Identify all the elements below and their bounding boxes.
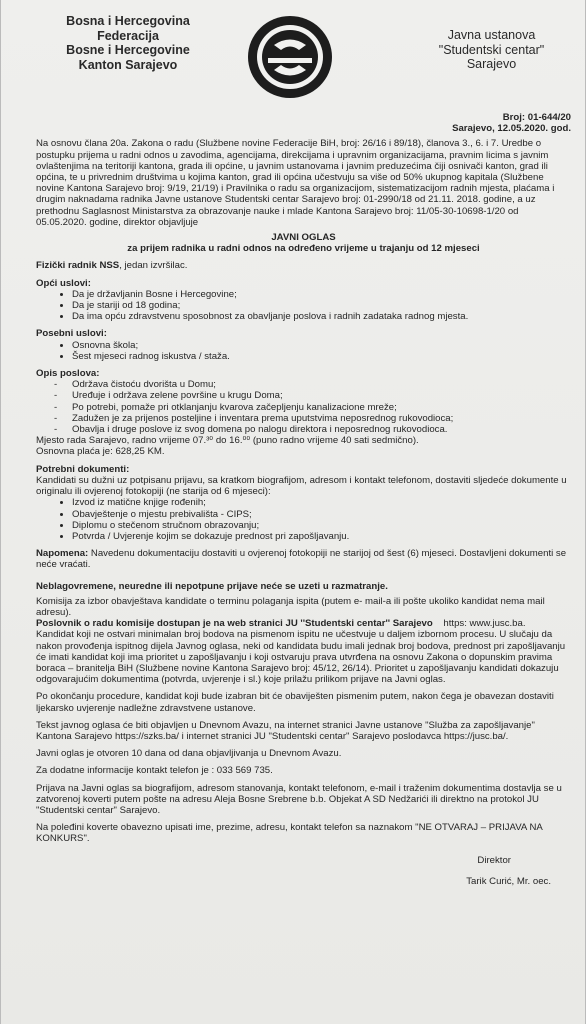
list-item: • Obavještenje o mjestu prebivališta - CIPS; [72,509,571,520]
documents-list [36,497,571,542]
list-item: • Potvrda / Uvjerenje kojim se dokazuje prednost pri zapošljavanju. [72,531,571,542]
duties-list [36,379,571,435]
info-paragraph: Za dodatne informacije kontakt telefon je : 033 569 735. [36,765,273,777]
signature-name: Tarik Curić, Mr. oec. [466,875,551,887]
list-item: - Po potrebi, pomaže pri otklanjanju kvarova začepljenju kanalizacione mreže; [72,402,571,413]
publish-paragraph: Tekst javnog oglasa će biti objavljen u Dnevnom Avazu, na internet stranici Javne ustanove "Služba za zapošljavanje" Kantona Sarajevo https://szks.ba/ i internet stranici JU "Studentski centar" Sarajevo poslodavca https://jusc.ba/. [36,719,535,742]
late-applications-notice: Neblagovremene, neuredne ili nepotpune prijave neće se uzeti u razmatranje. [36,580,388,592]
header-left-line-1: Bosna i Hercegovina [66,14,190,28]
position-line [36,260,571,271]
note-label: Napomena: [36,548,89,560]
rulebook-text: Poslovnik o radu komisije dostupan je na web stranici JU ''Studentski centar'' Sarajevo [36,618,433,630]
position-name: Fizički radnik NSS [36,260,120,272]
general-conditions-heading: Opći uslovi: [36,277,91,289]
note-text: Navedenu dokumentaciju dostaviti u ovjerenoj fotokopiji ne starijoj od šest (6) mjeseci. Dostavljeni dokumenti se neće vraćati. [36,548,567,571]
rulebook-link[interactable]: https: www.jusc.ba. [443,618,526,630]
general-conditions-list [36,289,571,323]
special-conditions-heading: Posebni uslovi: [36,328,107,340]
envelope-paragraph: Na poleđini koverte obavezno upisati ime, prezime, adresu, kontakt telefon sa naznakom "NE OTVARAJ – PRIJAVA NA KONKURS". [36,822,543,845]
list-item: - Uređuje i održava zelene površine u krugu Doma; [72,390,571,401]
list-item: - Zadužen je za prijenos posteljine i inventara prema uputstvima neposrednog rukovodioca; [72,413,571,424]
header-right [409,28,574,72]
salary-line: Osnovna plaća je: 628,25 KM. [36,446,165,458]
list-item: • Diplomu o stečenom stručnom obrazovanju; [72,520,571,531]
workplace-line: Mjesto rada Sarajevo, radno vrijeme 07.³⁰ do 16.⁰⁰ (puno radno vrijeme 40 sati sedmično). [36,435,419,447]
list-item: • Šest mjeseci radnog iskustva / staža. [72,351,571,362]
duties-heading: Opis poslova: [36,368,100,380]
header-left-line-2: Federacija [97,28,159,43]
list-item: - Održava čistoću dvorišta u Domu; [72,379,571,390]
rulebook-line [36,618,571,629]
header-right-line-3: Sarajevo [466,57,517,71]
list-item: • Da je državljanin Bosne i Hercegovine; [72,289,571,300]
header-right-line-2: "Studentski centar" [438,42,545,57]
ad-title: JAVNI OGLAS [271,232,336,244]
ad-subtitle: za prijem radnika u radni odnos na određeno vrijeme u trajanju od 12 mjeseci [127,243,480,255]
list-item: • Da je stariji od 18 godina; [72,300,571,311]
header-left-line-4: Kanton Sarajevo [78,57,178,72]
documents-intro: Kandidati su dužni uz potpisanu prijavu, sa kratkom biografijom, adresom i kontakt telefonom, dostaviti sljedeće dokumente u originalu ili ovjerenoj fotokopiji (ne starija od 6 mjeseci): [36,474,567,498]
commission-paragraph: Komisija za izbor obavještava kandidate o terminu polaganja ispita (putem e- mail-a ili pošte ukoliko kandidat nema mail adresu). [36,595,545,618]
points-paragraph: Kandidat koji ne ostvari minimalan broj bodova na pismenom ispitu ne učestvuje u daljem izbornom procesu. U slučaju da nakon provođenja ispitnog dijela Javnog oglasa, neki od kandidata budu imali jednak broj bodova, prednost pri zapošljavanju će imati kandidat koji ima prioritet u zapošljavanju i koji ostvaruju prava utvrđena na osnovu Zakona o dopunskim pravima boraca – branitelja BiH (Službene novine Kantona Sarajevo broj: 45/12, 26/14). Prioritet u zapošljavanju kandidati dokazuju odgovarajućim dokumentima (potvrda, uvjerenje i sl.) koje prilažu prilikom prijave na Javni oglas. [36,629,566,686]
list-item: • Da ima opću zdravstvenu sposobnost za obavljanje poslova i radnih zadataka radnog mjesta. [72,311,571,322]
document-number: Broj: 01-644/20 [502,112,571,123]
open-paragraph: Javni oglas je otvoren 10 dana od dana objavljivanja u Dnevnom Avazu. [36,748,342,760]
header-left-line-3: Bosne i Hercegovine [66,43,190,57]
intro-paragraph: Na osnovu člana 20a. Zakona o radu (Službene novine Federacije BiH, broj: 26/16 i 89/18), članova 3., 6. i 7. Uredbe o postupku prijema u radni odnos u zavodima, agencijama, direkcijama i upravnim organizacijama, pravnim licima s javnim ovlaštenjima na teritoriji kantona, grada ili općine, u javnim ustanovama i javnim preduzećima čiji osnivači kanton, grad ili općina, te u privrednim društvima u kojima kanton, grad ili općina učestvuju sa više od 50% ukupnog kapitala (Službene novine Kantona Sarajevo broj: 9/19, 21/19) i Pravilnika o radu sa organizacijom, sistematizacijom radnih mjesta, plaćama i drugim naknadama radnika Javne ustanove Studentski centar Sarajevo broj: 01-2990/18 od 21.11. 2018. godine, a uz prethodnu Saglasnost Ministarstva za obrazovanje nauke i mlade Kantona Sarajevo broj: 11/05-30-10698-1/20 od 05.05.2020. godine, direktor objavljuje [36,138,555,228]
position-suffix: , jedan izvršilac. [119,260,188,272]
completion-paragraph: Po okončanju procedure, kandidat koji bude izabran bit će obaviješten pismenim putem, nakon čega je obavezan dostaviti ljekarsko uvjerenje nadležne zdravstvene ustanove. [36,691,554,714]
list-item: - Obavlja i druge poslove iz svog domena po nalogu direktora i neposrednog rukovodioca. [72,424,571,435]
header-right-line-1: Javna ustanova [447,28,536,42]
note-paragraph [36,548,571,570]
submit-paragraph: Prijava na Javni oglas sa biografijom, adresom stanovanja, kontakt telefonom, e-mail i traženim dokumentima dostavlja se u zatvorenoj koverti putem pošte na adresu Aleja Bosne Srebrene b.b. Objekat A SD Nedžarići ili direktno na protokol JU "Studentski centar" Sarajevo. [36,782,562,816]
list-item: • Izvod iz matične knjige rođenih; [72,497,571,508]
documents-heading: Potrebni dokumenti: [36,463,130,475]
document-body [36,112,571,887]
header-left [53,14,203,72]
special-conditions-list [36,340,571,362]
document-date: Sarajevo, 12.05.2020. god. [452,123,571,135]
studentski-centar-logo-icon [247,14,333,100]
list-item: • Osnovna škola; [72,340,571,351]
signature-title: Direktor [477,854,511,866]
